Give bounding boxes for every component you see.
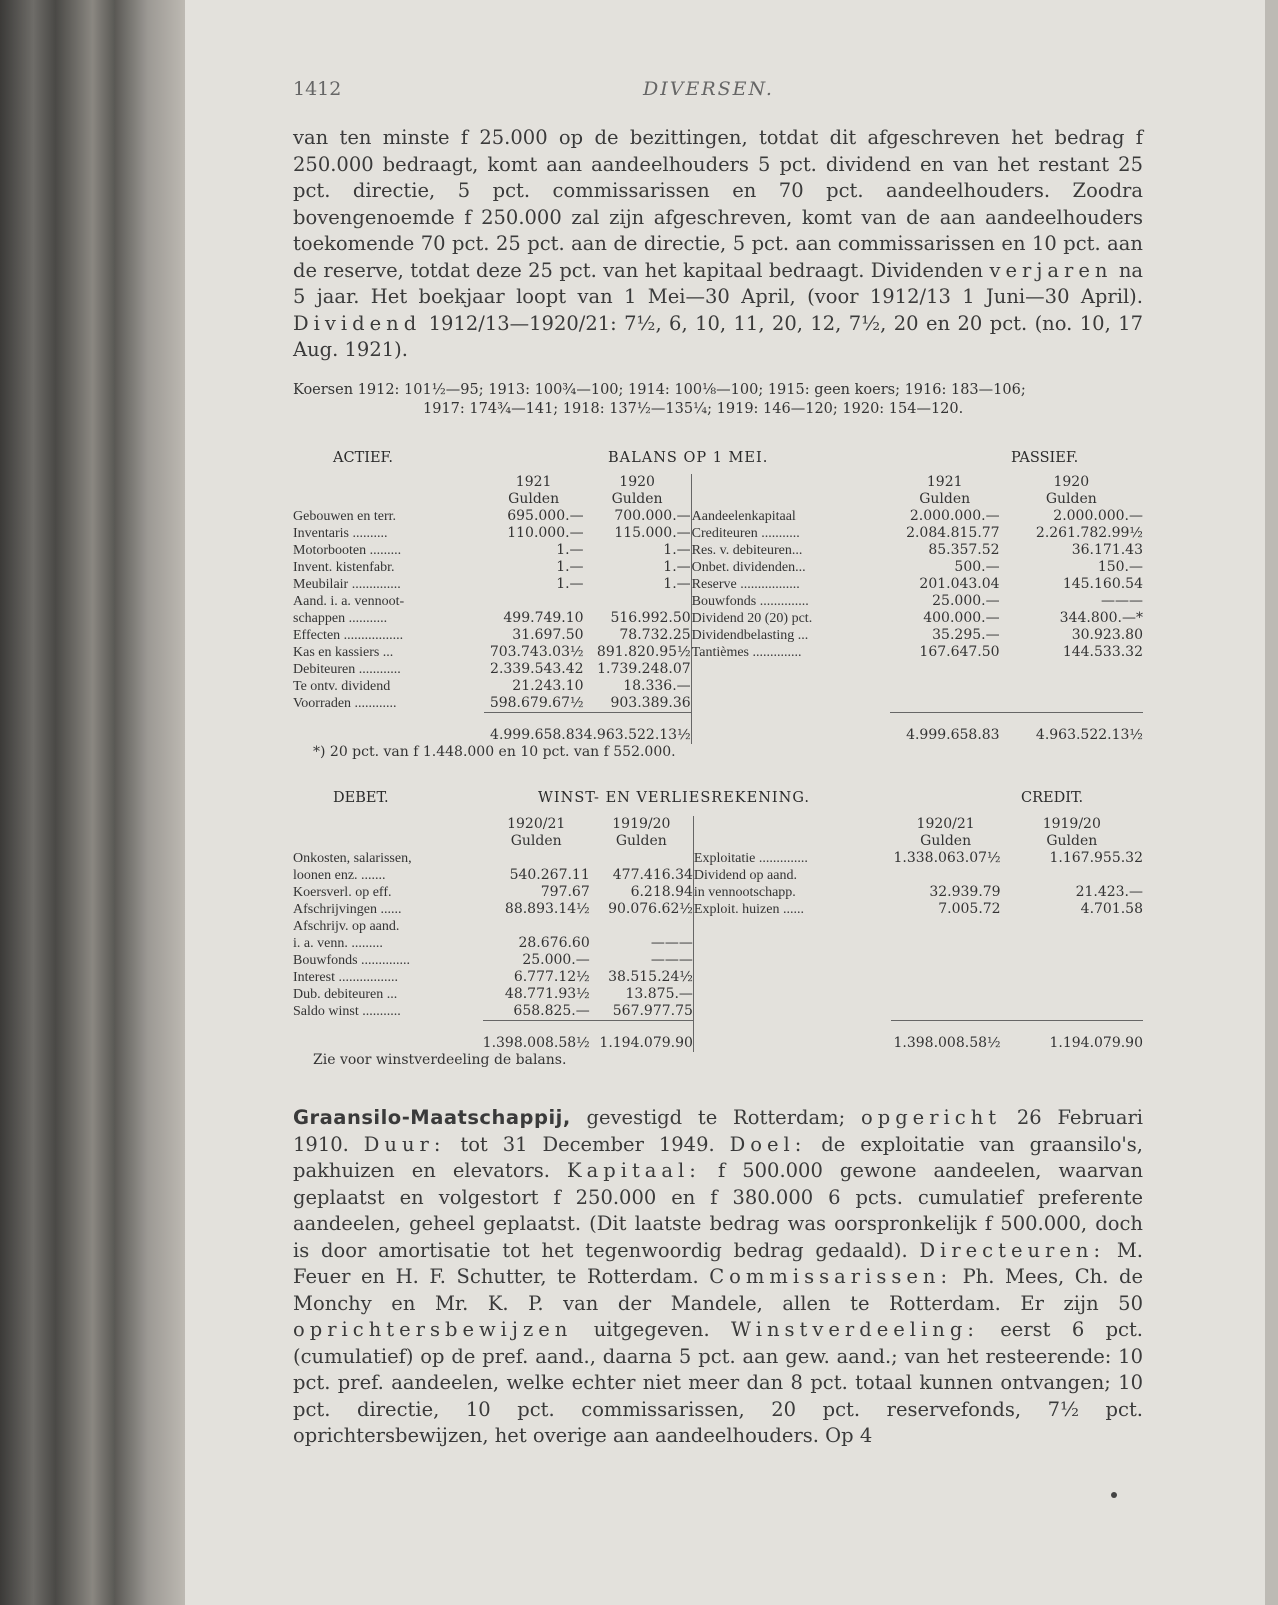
- winst-left-value-2: 567.977.75: [612, 1003, 693, 1019]
- winst-left-value-2: 13.875.—: [625, 986, 693, 1002]
- balans-row: [293, 644, 1143, 661]
- balans-row: [293, 695, 1143, 713]
- balans-row: [293, 576, 1143, 593]
- balans-row: [293, 678, 1143, 695]
- winst-left-label: Afschrijv. op aand.: [293, 919, 400, 934]
- balans-year-1921-right: 1921: [926, 474, 963, 490]
- winst-empty: [693, 1003, 890, 1021]
- balans-left-value-1: 703.743.03½: [489, 644, 584, 660]
- intro-text: van ten minste f 25.000 op de bezittingen, totdat dit afgeschreven het bedrag f 250.000 bedraagt, komt aan aandeelhouders 5 pct. dividend en van het restant 25 pct. directie, 5 pct. commissarissen en 70 pct. aandeelhouders. Zoodra bovengenoemde f 250.000 zal zijn afgeschreven, komt van de aan aandeelhouders toekomende 70 pct. 25 pct. aan de directie, 5 pct. aan commissarissen en 10 pct. aan de reserve, totdat deze 25 pct. van het kapitaal bedraagt. Dividenden: [293, 126, 1143, 282]
- winst-left-label: Afschrijvingen ......: [293, 902, 402, 917]
- winst-left-value-1: 88.893.14½: [504, 901, 590, 917]
- winst-empty: [693, 935, 890, 952]
- winst-total-1-left: 1.398.008.58½: [482, 1035, 590, 1051]
- balans-left-value-2: 1.—: [663, 559, 691, 575]
- balans-left-label: Kas en kassiers ...: [293, 645, 394, 660]
- balans-footnote: *) 20 pct. van f 1.448.000 en 10 pct. van f 552.000.: [313, 744, 676, 760]
- balans-right-value-1: 500.—: [954, 559, 1000, 575]
- winst-right-value-2: 1.167.955.32: [1049, 850, 1143, 866]
- balans-empty: [1000, 661, 1143, 678]
- balans-empty: [691, 678, 890, 695]
- balans-year-1920-left: 1920: [619, 474, 655, 490]
- winst-left-label: Dub. debiteuren ...: [293, 987, 398, 1002]
- balans-row: [293, 542, 1143, 559]
- winst-right-label: Exploitatie ..............: [693, 850, 890, 867]
- balans-left-label: Motorbooten .........: [293, 543, 402, 558]
- balans-right-value-2: 145.160.54: [1062, 576, 1143, 592]
- company-text: M. Feuer en H. F. Schutter, te Rotterdam.: [293, 1238, 1143, 1288]
- balans-right-value-1: 400.000.—: [923, 610, 1000, 626]
- winst-empty: [891, 969, 1001, 986]
- balans-left-value-2: 1.—: [663, 542, 691, 558]
- balans-total-1920-left: 4.963.522.13½: [583, 727, 691, 743]
- balans-right-value-1: 167.647.50: [919, 644, 1000, 660]
- company-label-directeuren: Directeuren:: [919, 1238, 1106, 1262]
- winst-row: [293, 952, 1143, 969]
- winst-row: [293, 918, 1143, 935]
- balans-left-label: Effecten .................: [293, 628, 404, 643]
- balans-right-value-1: 2.084.815.77: [906, 525, 1000, 541]
- winst-left-value-1: [483, 918, 590, 935]
- winst-table: [293, 816, 1143, 1052]
- page-number: 1412: [293, 78, 342, 100]
- winst-empty: [1001, 952, 1143, 969]
- winst-left-label: Bouwfonds ..............: [293, 953, 411, 968]
- intro-paragraph: [293, 125, 1143, 364]
- winst-row: [293, 1003, 1143, 1021]
- balans-center-title: BALANS OP 1 MEI.: [608, 450, 769, 466]
- winst-left-value-1: 6.777.12½: [513, 969, 590, 985]
- page-edge: [1265, 0, 1278, 1605]
- winst-unit: Gulden: [510, 833, 562, 849]
- winst-left-label: Interest .................: [293, 970, 398, 985]
- koersen-line-1: Koersen 1912: 101½—95; 1913: 100¾—100; 1914: 100⅛—100; 1915: geen koers; 1916: 183—106;: [293, 382, 1026, 398]
- balans-right-value-2: ———: [1101, 593, 1143, 609]
- book-spine: [0, 0, 185, 1605]
- balans-right-label: Bouwfonds ..............: [691, 593, 890, 610]
- winst-year-2-right: 1919/20: [1042, 816, 1101, 832]
- balans-left-title: ACTIEF.: [333, 450, 393, 466]
- winst-empty: [891, 918, 1001, 935]
- balans-left-value-2: 115.000.—: [614, 525, 691, 541]
- winst-unit: Gulden: [615, 833, 667, 849]
- balans-right-value-1: 2.000.000.—: [909, 508, 1000, 524]
- intro-text-2: na 5 jaar. Het boekjaar loopt van 1 Mei—30 April, (voor 1912/13 1 Juni—30 April).: [293, 258, 1144, 308]
- balans-left-label: Meubilair ..............: [293, 577, 401, 592]
- winst-row: [293, 850, 1143, 867]
- winst-row: [293, 969, 1143, 986]
- winst-row: [293, 901, 1143, 918]
- balans-right-value-1: 25.000.—: [932, 593, 1000, 609]
- company-label-opgericht: opgericht: [860, 1106, 1002, 1129]
- winst-empty: [693, 969, 890, 986]
- balans-left-value-1: [484, 593, 584, 610]
- balans-left-value-1: 31.697.50: [512, 627, 584, 643]
- balans-unit: Gulden: [1045, 491, 1097, 507]
- balans-right-value-2: 2.000.000.—: [1053, 508, 1143, 524]
- balans-unit: Gulden: [611, 491, 663, 507]
- winst-empty: [1001, 935, 1143, 952]
- balans-empty: [1000, 678, 1143, 695]
- balans-left-value-2: 1.—: [663, 576, 691, 592]
- balans-left-label: Debiteuren ............: [293, 662, 401, 677]
- winst-right-value-2: 21.423.—: [1075, 884, 1143, 900]
- winst-left-label: Koersverl. op eff.: [293, 885, 392, 900]
- winst-right-value-2: [1001, 867, 1143, 884]
- balans-total-1920-right: 4.963.522.13½: [1035, 727, 1143, 743]
- balans-row: [293, 627, 1143, 644]
- balans-right-label: Crediteuren ...........: [691, 525, 890, 542]
- winst-empty: [1001, 918, 1143, 935]
- company-text: f 500.000 gewone aandeelen, waarvan geplaatst en volgestort f 250.000 en f 380.000 6 pcts. cumulatief preferente aandeelen, geheel geplaatst. (Dit laatste bedrag was oorspronkelijk f 500.000, doch is door amortisatie tot het tegenwoordig bedrag gedaald).: [293, 1159, 1144, 1262]
- company-text: gevestigd te Rotterdam;: [586, 1106, 846, 1129]
- winst-section: [293, 790, 1143, 1068]
- company-text: uitgegeven.: [593, 1318, 710, 1341]
- balans-right-title: PASSIEF.: [1011, 450, 1079, 466]
- company-label-doel: Doel:: [729, 1132, 807, 1156]
- balans-left-value-2: 700.000.—: [614, 508, 691, 524]
- balans-empty: [890, 695, 1000, 713]
- winst-right-value-1: 32.939.79: [929, 884, 1001, 900]
- winst-empty: [1001, 1003, 1143, 1021]
- winst-row: [293, 935, 1143, 952]
- balans-empty: [890, 678, 1000, 695]
- balans-left-label: Te ontv. dividend: [293, 679, 391, 694]
- balans-year-1920-right: 1920: [1053, 474, 1090, 490]
- winst-right-title: CREDIT.: [1021, 790, 1084, 806]
- balans-right-value-1: 201.043.04: [919, 576, 1000, 592]
- balans-left-value-1: 598.679.67½: [489, 695, 584, 711]
- company-label-kapitaal: Kapitaal:: [567, 1159, 701, 1182]
- balans-titles: [293, 450, 1143, 470]
- winst-left-value-2: 6.218.94: [630, 884, 693, 900]
- balans-empty: [691, 661, 890, 678]
- balans-unit: Gulden: [508, 491, 560, 507]
- winst-year-2: 1919/20: [612, 816, 671, 832]
- winst-left-value-2: 38.515.24½: [608, 969, 693, 985]
- balans-left-value-1: 1.—: [556, 576, 584, 592]
- intro-spaced-dividend: Dividend: [293, 311, 422, 335]
- winst-empty: [891, 1003, 1001, 1021]
- balans-left-value-2: 78.732.25: [619, 627, 691, 643]
- balans-right-value-1: 35.295.—: [932, 627, 1000, 643]
- winst-total-1-right: 1.398.008.58½: [893, 1035, 1001, 1051]
- balans-left-value-2: [584, 593, 692, 610]
- winst-right-value-2: 4.701.58: [1080, 901, 1143, 917]
- winst-footnote: Zie voor winstverdeeling de balans.: [313, 1052, 567, 1068]
- balans-left-label: Aand. i. a. vennoot-: [293, 594, 405, 609]
- winst-left-value-1: 797.67: [540, 884, 590, 900]
- winst-right-value-1: [891, 867, 1001, 884]
- balans-left-label: Invent. kistenfabr.: [293, 560, 395, 575]
- balans-left-label: Voorraden ............: [293, 696, 397, 711]
- balans-left-value-1: 110.000.—: [507, 525, 584, 541]
- balans-left-value-1: 1.—: [556, 559, 584, 575]
- winst-titles: [293, 790, 1143, 810]
- page-header: [293, 78, 1143, 108]
- balans-row: [293, 610, 1143, 627]
- balans-row: [293, 525, 1143, 542]
- balans-row: [293, 661, 1143, 678]
- balans-right-value-1: 85.357.52: [928, 542, 1000, 558]
- winst-empty: [891, 952, 1001, 969]
- winst-row: [293, 884, 1143, 901]
- winst-right-value-1: 7.005.72: [938, 901, 1001, 917]
- company-label-duur: Duur:: [363, 1132, 446, 1156]
- winst-empty: [1001, 969, 1143, 986]
- winst-left-value-2: [590, 918, 694, 935]
- winst-right-label: Exploit. huizen ......: [693, 901, 890, 918]
- winst-left-label: loonen enz. .......: [293, 868, 386, 883]
- winst-left-value-2: 90.076.62½: [608, 901, 693, 917]
- winst-left-label: Saldo winst ...........: [293, 1004, 401, 1019]
- winst-year-1-right: 1920/21: [916, 816, 975, 832]
- company-name: Graansilo-Maatschappij,: [293, 1106, 571, 1129]
- winst-left-value-2: [590, 850, 694, 867]
- winst-total-2-left: 1.194.079.90: [599, 1035, 693, 1051]
- balans-left-value-1: 1.—: [556, 542, 584, 558]
- balans-right-label: Dividend 20 (20) pct.: [691, 610, 890, 627]
- winst-total-2-right: 1.194.079.90: [1049, 1035, 1143, 1051]
- koersen-line-2: 1917: 174¾—141; 1918: 137½—135¼; 1919: 146—120; 1920: 154—120.: [423, 401, 964, 417]
- winst-row: [293, 867, 1143, 884]
- winst-left-value-2: ———: [650, 935, 693, 951]
- balans-total-1921-left: 4.999.658.83: [490, 727, 584, 743]
- company-entry: [293, 1105, 1143, 1450]
- balans-right-label: Aandeelenkapitaal: [691, 508, 890, 525]
- company-label-commissarissen: Commissarissen:: [709, 1265, 953, 1288]
- winst-empty: [693, 986, 890, 1003]
- balans-right-value-2: 150.—: [1097, 559, 1143, 575]
- winst-empty: [891, 986, 1001, 1003]
- balans-left-label: schappen ...........: [293, 611, 388, 626]
- winst-center-title: WINST- EN VERLIESREKENING.: [538, 790, 810, 806]
- winst-left-value-2: ———: [650, 952, 693, 968]
- balans-left-value-1: 499.749.10: [503, 610, 584, 626]
- running-title: DIVERSEN.: [643, 78, 774, 100]
- company-text: tot 31 December 1949.: [460, 1132, 715, 1156]
- balans-left-value-1: 21.243.10: [512, 678, 584, 694]
- balans-left-value-2: 903.389.36: [610, 695, 691, 711]
- balans-right-value-2: 2.261.782.99½: [1035, 525, 1143, 541]
- winst-empty: [693, 952, 890, 969]
- balans-left-label: Gebouwen en terr.: [293, 509, 397, 524]
- balans-left-value-2: 891.820.95½: [596, 644, 691, 660]
- balans-empty: [691, 695, 890, 713]
- company-label-winstverdeeling: Winstverdeeling:: [731, 1318, 979, 1341]
- balans-total-1921-right: 4.999.658.83: [906, 727, 1000, 743]
- company-text: eerst 6 pct. (cumulatief) op de pref. aand., daarna 5 pct. aan gew. aand.; van het resteerende: 10 pct. pref. aandeelen, welke echter niet meer dan 8 pct. totaal kunnen ontvangen; 10 pct. directie, 10 pct. commissarissen, 20 pct. reservefonds, 7½ pct. oprichtersbewijzen, het overige aan aandeelhouders. Op 4: [293, 1318, 1144, 1447]
- balans-left-label: Inventaris ..........: [293, 526, 388, 541]
- intro-text-3: 1912/13—1920/21: 7½, 6, 10, 11, 20, 12, 7½, 20 en 20 pct. (no. 10, 17 Aug. 1921).: [293, 311, 1143, 361]
- balans-right-label: Tantièmes ..............: [691, 644, 890, 661]
- balans-left-value-1: 2.339.543.42: [490, 661, 584, 677]
- balans-left-value-2: 18.336.—: [623, 678, 691, 694]
- balans-right-value-2: 344.800.—*: [1059, 610, 1143, 626]
- balans-row: [293, 508, 1143, 525]
- balans-right-label: Reserve .................: [691, 576, 890, 593]
- winst-row: [293, 986, 1143, 1003]
- balans-unit: Gulden: [919, 491, 971, 507]
- balans-left-value-1: 695.000.—: [507, 508, 584, 524]
- balans-right-value-2: 30.923.80: [1071, 627, 1143, 643]
- winst-year-1: 1920/21: [507, 816, 566, 832]
- winst-right-value-1: 1.338.063.07½: [893, 850, 1001, 866]
- winst-right-label: Dividend op aand.: [693, 867, 890, 884]
- winst-left-label: Onkosten, salarissen,: [293, 851, 412, 866]
- company-text: 26 Februari 1910.: [293, 1106, 1144, 1156]
- winst-empty: [693, 918, 890, 935]
- balans-right-label: Dividendbelasting ...: [691, 627, 890, 644]
- winst-left-label: i. a. venn. .........: [293, 936, 383, 951]
- winst-left-value-1: 540.267.11: [509, 867, 590, 883]
- balans-year-1921-left: 1921: [515, 474, 552, 490]
- intro-spaced-verjaren: verjaren: [989, 258, 1113, 282]
- balans-empty: [1000, 695, 1143, 713]
- winst-unit: Gulden: [1046, 833, 1098, 849]
- winst-unit: Gulden: [920, 833, 972, 849]
- balans-right-label: Onbet. dividenden...: [691, 559, 890, 576]
- balans-empty: [890, 661, 1000, 678]
- winst-left-value-1: [483, 850, 590, 867]
- winst-left-value-1: 48.771.93½: [504, 986, 590, 1002]
- winst-left-value-1: 28.676.60: [518, 935, 590, 951]
- balans-section: [293, 450, 1143, 760]
- koersen-block: [293, 381, 1143, 419]
- balans-left-value-2: 516.992.50: [610, 610, 691, 626]
- winst-left-title: DEBET.: [333, 790, 389, 806]
- balans-row: [293, 593, 1143, 610]
- page-mark: [1111, 1492, 1117, 1498]
- winst-left-value-1: 25.000.—: [522, 952, 590, 968]
- balans-table: [293, 474, 1143, 744]
- winst-left-value-1: 658.825.—: [513, 1003, 590, 1019]
- balans-right-value-2: 36.171.43: [1071, 542, 1143, 558]
- company-text: de exploitatie van graansilo's, pakhuizen en elevators.: [293, 1132, 1144, 1182]
- balans-right-label: Res. v. debiteuren...: [691, 542, 890, 559]
- company-label-oprichtersbewijzen: oprichtersbewijzen: [293, 1318, 573, 1341]
- winst-right-label: in vennootschapp.: [693, 884, 890, 901]
- winst-left-value-2: 477.416.34: [612, 867, 693, 883]
- balans-right-value-2: 144.533.32: [1062, 644, 1143, 660]
- balans-row: [293, 559, 1143, 576]
- company-text: Ph. Mees, Ch. de Monchy en Mr. K. P. van der Mandele, allen te Rotterdam. Er zijn 50: [293, 1265, 1143, 1315]
- winst-empty: [1001, 986, 1143, 1003]
- balans-left-value-2: 1.739.248.07: [597, 661, 691, 677]
- winst-empty: [891, 935, 1001, 952]
